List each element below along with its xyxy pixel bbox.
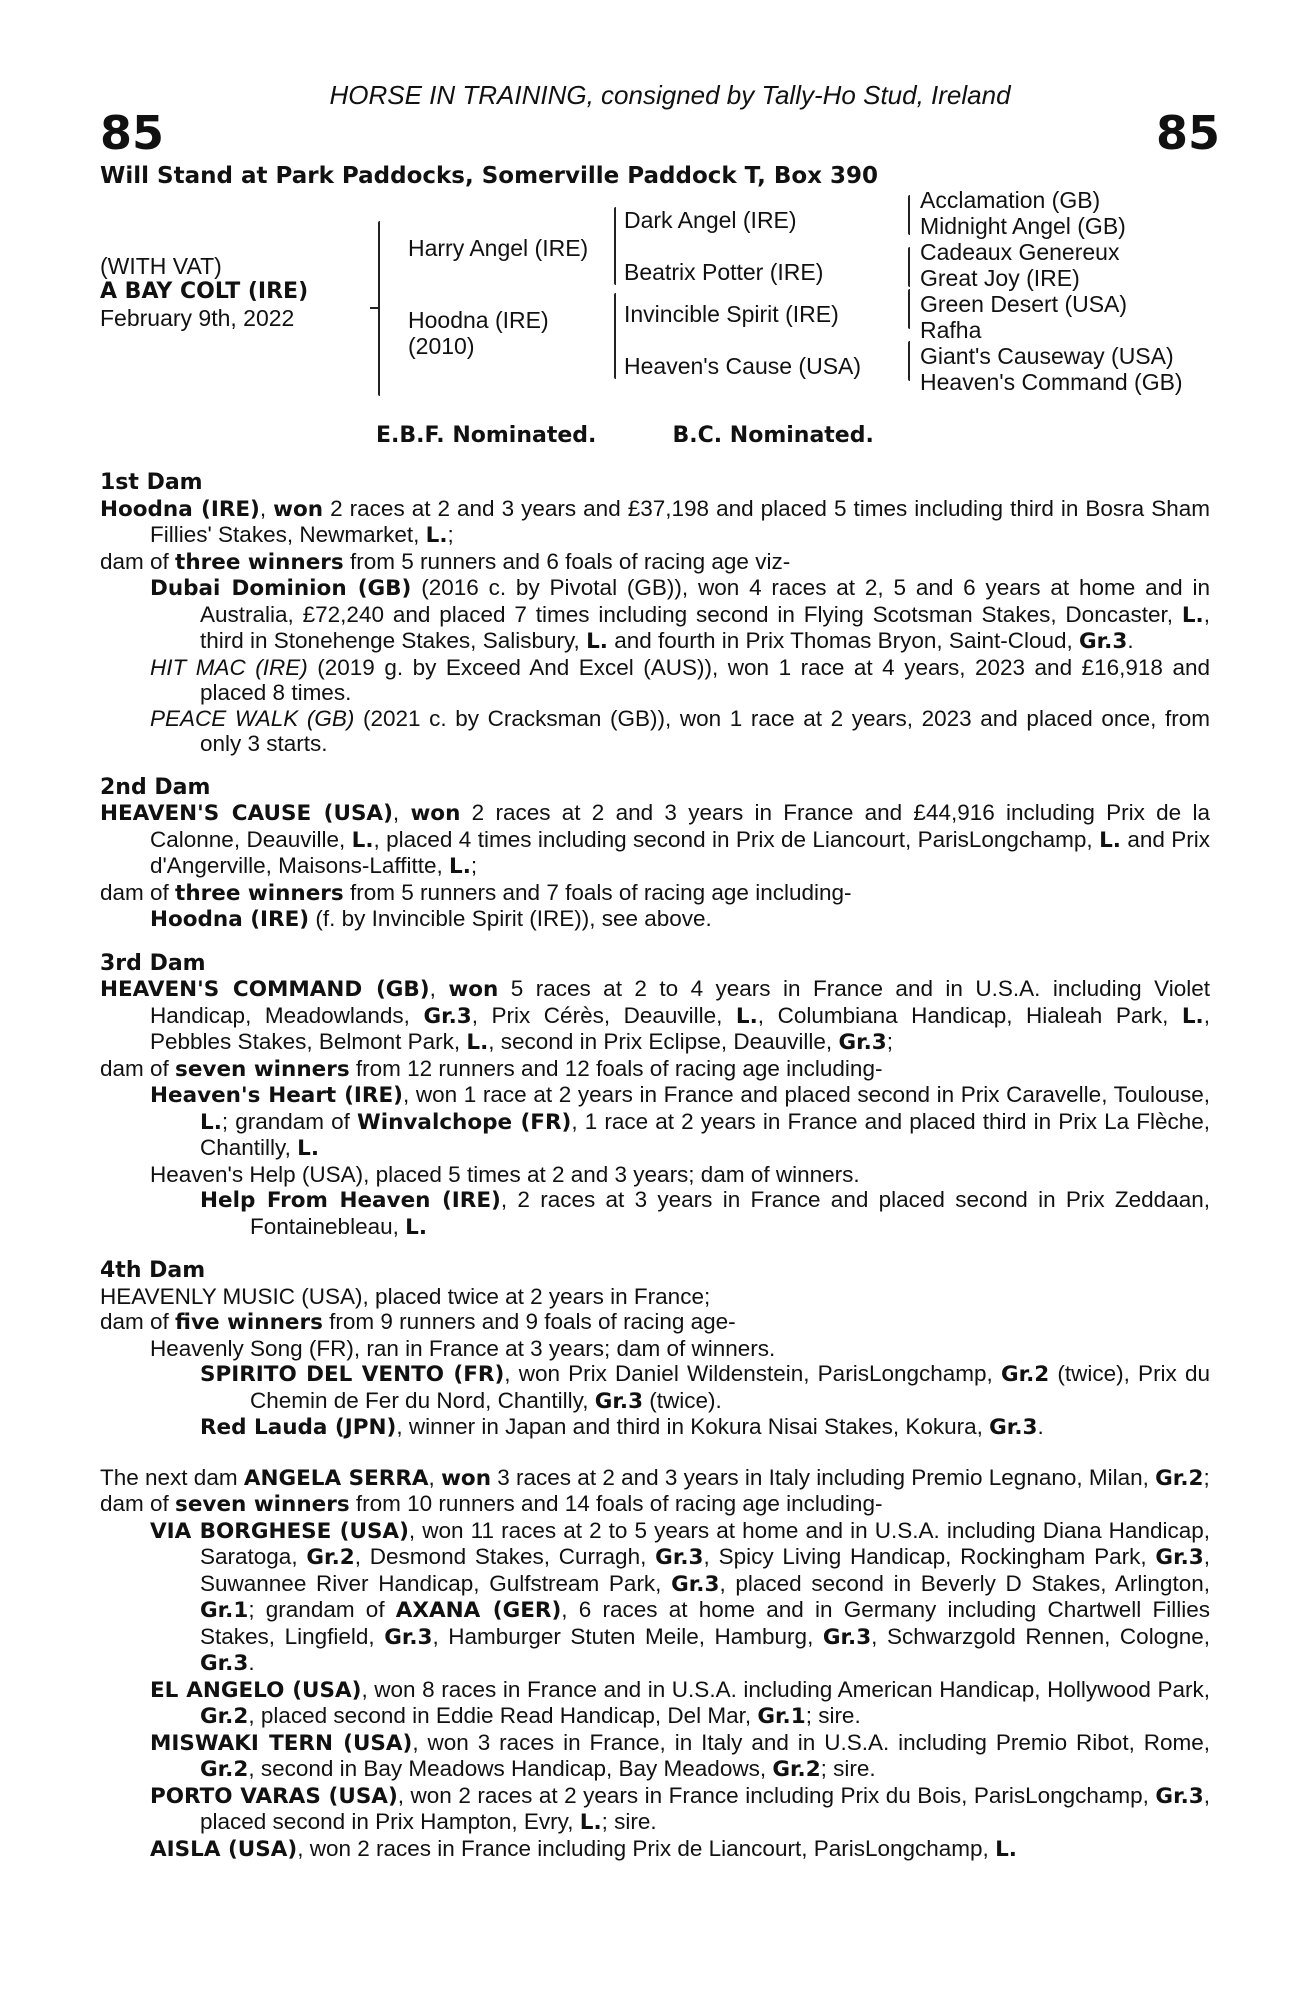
fourth-dam-section — [100, 1258, 1210, 1441]
dam-name: Hoodna (IRE) — [408, 307, 549, 333]
dam-year: (2010) — [408, 333, 475, 359]
dam-record: HEAVENLY MUSIC (USA), placed twice at 2 years in France; — [100, 1283, 711, 1309]
progeny-entry: Heaven's Help (USA), placed 5 times at 2 and 3 years; dam of winners. — [150, 1161, 860, 1187]
dam-sire: Invincible Spirit (IRE) — [624, 301, 839, 327]
dam-brace — [614, 293, 616, 379]
second-dam-section — [100, 775, 1210, 933]
dam-record: The next dam ANGELA SERRA, won 3 races at 2 and 3 years in Italy including Premio Legnano, Milan, Gr.2; — [100, 1464, 1210, 1491]
ebf-nomination: E.B.F. Nominated. — [376, 423, 597, 448]
sire-sire-sire: Acclamation (GB) — [920, 187, 1101, 213]
dam-dam-dam: Heaven's Command (GB) — [920, 369, 1183, 395]
dam-dam-sire: Giant's Causeway (USA) — [920, 343, 1174, 369]
progeny-entry: VIA BORGHESE (USA), won 11 races at 2 to 5 years at home and in U.S.A. including Diana Handicap, Saratoga, Gr.2, Desmond Stakes, Curragh, Gr.3, Spicy Living Handicap, Rockingham Park, Gr.3, Suwannee River Handicap, Gulfstream Park, Gr.3, placed second in Beverly D Stakes, Arlington, Gr.1; grandam of AXANA (GER), 6 races at home and in Germany including Chartwell Fillies Stakes, Lingfield, Gr.3, Hamburger Stuten Meile, Hamburg, Gr.3, Schwarzgold Rennen, Cologne, Gr.3. — [150, 1517, 1210, 1676]
vat-label: (WITH VAT) — [100, 253, 222, 279]
grand-progeny-entry: Help From Heaven (IRE), 2 races at 3 years in France and placed second in Prix Zeddaan, Fontainebleau, L. — [200, 1187, 1210, 1240]
sire-dam-sire: Cadeaux Genereux — [920, 239, 1120, 265]
sire-name: Harry Angel (IRE) — [408, 235, 589, 261]
dam-of-line: dam of seven winners from 12 runners and 12 foals of racing age including- — [100, 1055, 883, 1082]
dam-of-line: dam of three winners from 5 runners and 7 foals of racing age including- — [100, 879, 852, 906]
sire-sire: Dark Angel (IRE) — [624, 207, 797, 233]
progeny-entry: EL ANGELO (USA), won 8 races in France and in U.S.A. including American Handicap, Hollywood Park, Gr.2, placed second in Eddie Read Handicap, Del Mar, Gr.1; sire. — [150, 1676, 1210, 1729]
dam-sire-dam: Rafha — [920, 317, 982, 343]
sire-sire-dam: Midnight Angel (GB) — [920, 213, 1126, 239]
dam-sire-sire: Green Desert (USA) — [920, 291, 1128, 317]
lot-number-left: 85 — [100, 106, 165, 160]
progeny-entry: AISLA (USA), won 2 races in France including Prix de Liancourt, ParisLongchamp, L. — [150, 1835, 1017, 1862]
catalogue-body — [100, 470, 1210, 1862]
dam-record: Hoodna (IRE), won 2 races at 2 and 3 years and £37,198 and placed 5 times including third in Bosra Sham Fillies' Stakes, Newmarket, L.; — [100, 495, 1210, 548]
nominations — [100, 422, 1210, 448]
dam-of-line: dam of seven winners from 10 runners and 14 foals of racing age including- — [100, 1491, 883, 1517]
section-heading: 3rd Dam — [100, 950, 206, 976]
progeny-entry: PEACE WALK (GB) (2021 c. by Cracksman (GB)), won 1 race at 2 years, 2023 and placed once, from only 3 starts. — [150, 705, 1210, 756]
progeny-entry: Hoodna (IRE) (f. by Invincible Spirit (IRE)), see above. — [150, 906, 712, 932]
catalogue-page — [100, 80, 1220, 1862]
dam-of-line: dam of five winners from 9 runners and 9 foals of racing age- — [100, 1309, 736, 1335]
sire-brace — [614, 207, 616, 285]
first-dam-section — [100, 470, 1210, 757]
bc-nomination: B.C. Nominated. — [672, 423, 874, 448]
progeny-entry: MISWAKI TERN (USA), won 3 races in France, in Italy and in U.S.A. including Premio Ribot, Rome, Gr.2, second in Bay Meadows Handicap, Bay Meadows, Gr.2; sire. — [150, 1729, 1210, 1782]
third-dam-section — [100, 951, 1210, 1241]
grand-progeny-entry: Red Lauda (JPN), winner in Japan and third in Kokura Nisai Stakes, Kokura, Gr.3. — [200, 1414, 1044, 1440]
progeny-entry: Heavenly Song (FR), ran in France at 3 years; dam of winners. — [150, 1335, 776, 1361]
stand-location: Will Stand at Park Paddocks, Somerville Paddock T, Box 390 — [100, 163, 879, 189]
dam-dam: Heaven's Cause (USA) — [624, 353, 862, 379]
progeny-entry: Heaven's Heart (IRE), won 1 race at 2 years in France and placed second in Prix Caravelle, Toulouse, L.; grandam of Winvalchope (FR), 1 race at 2 years in France and placed third in Prix La Flèche, Chantilly, L. — [150, 1082, 1210, 1161]
progeny-entry: Dubai Dominion (GB) (2016 c. by Pivotal (GB)), won 4 races at 2, 5 and 6 years at home and in Australia, £72,240 and placed 7 times including second in Flying Scotsman Stakes, Doncaster, L., third in Stonehenge Stakes, Salisbury, L. and fourth in Prix Thomas Bryon, Saint-Cloud, Gr.3. — [150, 575, 1210, 654]
consignment-header: HORSE IN TRAINING, consigned by Tally-Ho Stud, Ireland — [329, 80, 1011, 110]
dam-of-line: dam of three winners from 5 runners and 6 foals of racing age viz- — [100, 548, 791, 575]
next-dam-section — [100, 1465, 1210, 1863]
foaling-date: February 9th, 2022 — [100, 305, 295, 331]
pedigree-table — [100, 189, 1210, 414]
section-heading: 4th Dam — [100, 1258, 206, 1283]
grand-progeny-entry: SPIRITO DEL VENTO (FR), won Prix Daniel Wildenstein, ParisLongchamp, Gr.2 (twice), Prix du Chemin de Fer du Nord, Chantilly, Gr.3 (twice). — [200, 1361, 1210, 1414]
section-heading: 1st Dam — [100, 470, 203, 495]
section-heading: 2nd Dam — [100, 774, 211, 800]
sire-dam-dam: Great Joy (IRE) — [920, 265, 1080, 291]
horse-name: A BAY COLT (IRE) — [100, 279, 309, 304]
dam-record: HEAVEN'S CAUSE (USA), won 2 races at 2 and 3 years in France and £44,916 including Prix de la Calonne, Deauville, L., placed 4 times including second in Prix de Liancourt, ParisLongchamp, L. and Prix d'Angerville, Maisons-Laffitte, L.; — [100, 800, 1210, 879]
progeny-entry: HIT MAC (IRE) (2019 g. by Exceed And Excel (AUS)), won 1 race at 4 years, 2023 and £16,918 and placed 8 times. — [150, 654, 1210, 705]
progeny-entry: PORTO VARAS (USA), won 2 races at 2 years in France including Prix du Bois, ParisLongchamp, Gr.3, placed second in Prix Hampton, Evry, L.; sire. — [150, 1782, 1210, 1835]
sire-dam: Beatrix Potter (IRE) — [624, 259, 824, 285]
lot-number-right: 85 — [1155, 106, 1220, 160]
pedigree-brace-main — [378, 221, 380, 396]
dam-record: HEAVEN'S COMMAND (GB), won 5 races at 2 to 4 years in France and in U.S.A. including Violet Handicap, Meadowlands, Gr.3, Prix Cérès, Deauville, L., Columbiana Handicap, Hialeah Park, L., Pebbles Stakes, Belmont Park, L., second in Prix Eclipse, Deauville, Gr.3; — [100, 976, 1210, 1055]
